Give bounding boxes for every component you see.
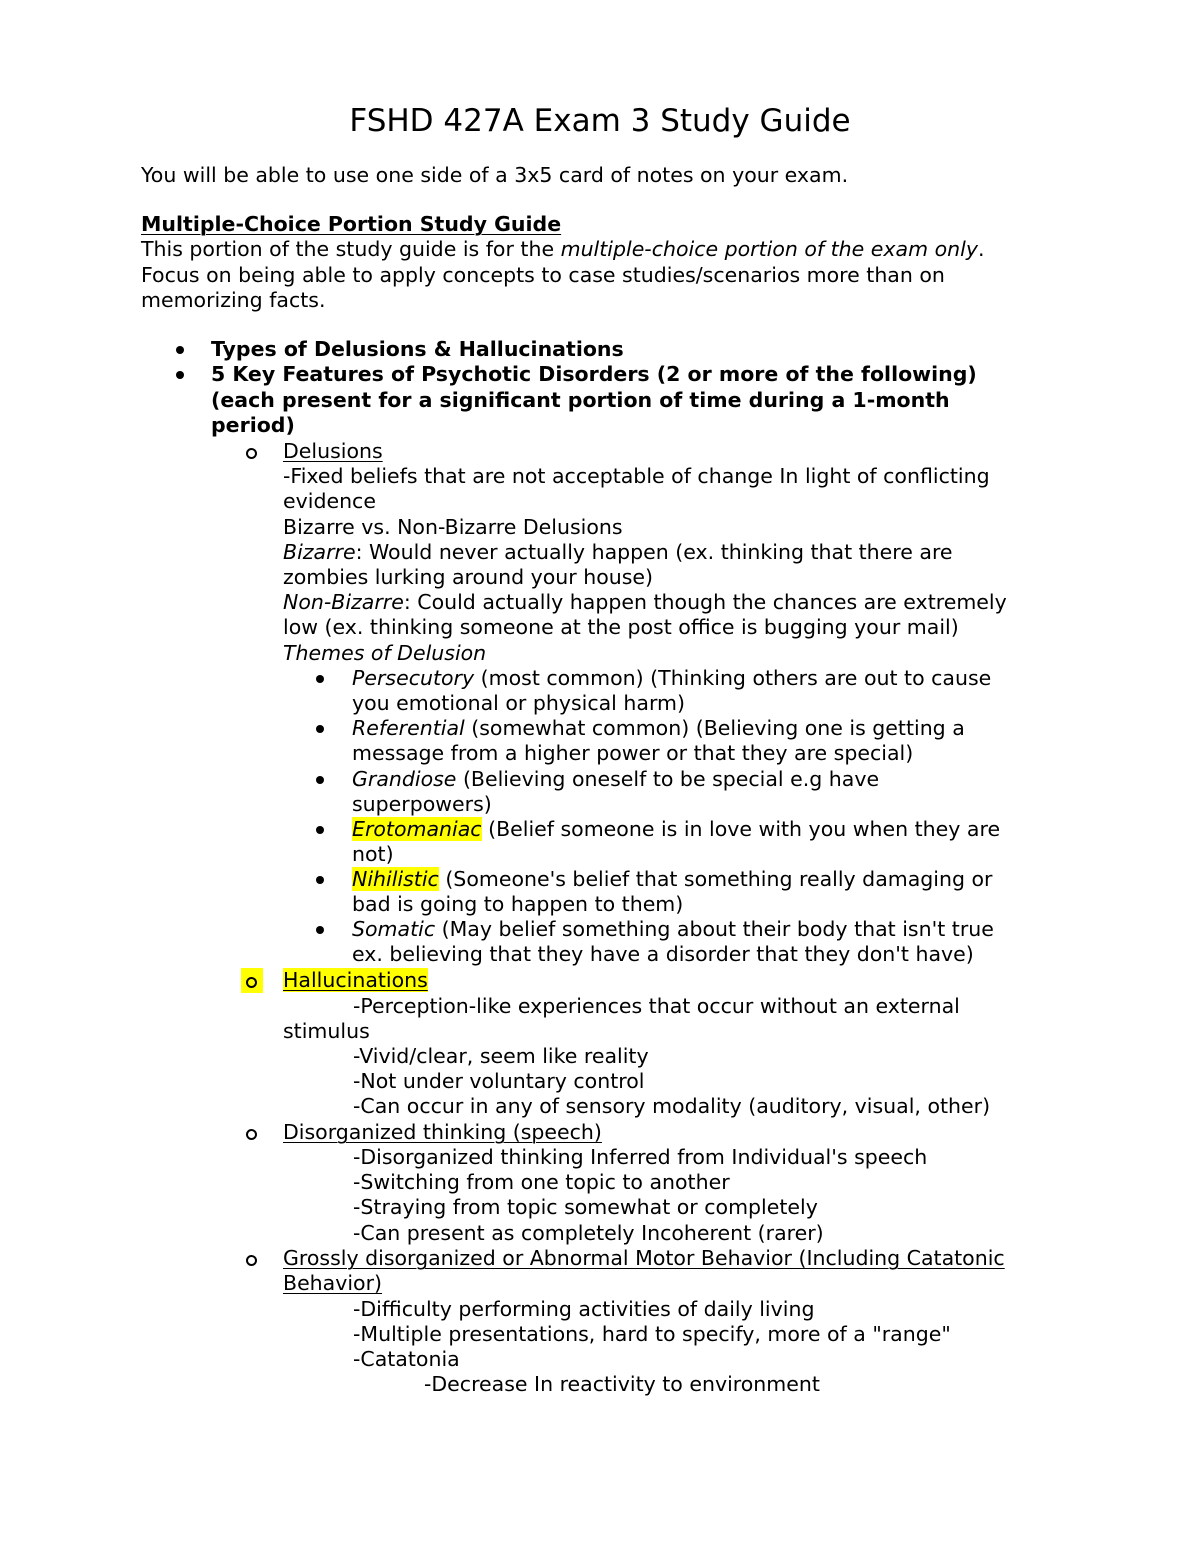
motor-line-2: -Multiple presentations, hard to specify, more of a "range" bbox=[353, 1322, 951, 1346]
theme-referential-line-2: message from a higher power or that they are special) bbox=[352, 741, 914, 765]
theme-persecutory-line-2: you emotional or physical harm) bbox=[352, 691, 685, 715]
circle-bullet-icon bbox=[246, 1129, 257, 1140]
bullet-icon bbox=[316, 876, 324, 884]
hallucinations-heading: Hallucinations bbox=[283, 968, 428, 992]
bullet-icon bbox=[176, 346, 184, 354]
bullet-key-features-line-2: (each present for a significant portion of time during a 1-month bbox=[211, 388, 950, 412]
bullet-key-features-line-1: 5 Key Features of Psychotic Disorders (2 or more of the following) bbox=[211, 362, 977, 386]
bullet-icon bbox=[316, 675, 324, 683]
bullet-icon bbox=[316, 926, 324, 934]
circle-bullet-icon bbox=[246, 448, 257, 459]
motor-heading-line-1: Grossly disorganized or Abnormal Motor Behavior (Including Catatonic bbox=[283, 1246, 1005, 1270]
bullet-key-features-line-3: period) bbox=[211, 413, 295, 437]
delusions-heading: Delusions bbox=[283, 439, 383, 463]
hallucinations-line-4: -Not under voluntary control bbox=[353, 1069, 645, 1093]
theme-somatic-line-1: Somatic (May belief something about their body that isn't true bbox=[352, 917, 994, 941]
bizarre-line-1: Bizarre: Would never actually happen (ex. thinking that there are bbox=[283, 540, 953, 564]
section-paragraph-line-2: Focus on being able to apply concepts to case studies/scenarios more than on bbox=[141, 263, 945, 287]
bullet-icon bbox=[316, 776, 324, 784]
hallucinations-line-3: -Vivid/clear, seem like reality bbox=[353, 1044, 649, 1068]
nonbizarre-line-2: low (ex. thinking someone at the post office is bugging your mail) bbox=[283, 615, 959, 639]
bullet-icon bbox=[316, 826, 324, 834]
theme-referential-line-1: Referential (somewhat common) (Believing one is getting a bbox=[352, 716, 965, 740]
motor-line-3: -Catatonia bbox=[353, 1347, 460, 1371]
disorganized-line-2: -Switching from one topic to another bbox=[353, 1170, 730, 1194]
theme-somatic-line-2: ex. believing that they have a disorder that they don't have) bbox=[352, 942, 974, 966]
motor-line-1: -Difficulty performing activities of daily living bbox=[353, 1297, 815, 1321]
theme-erotomaniac-line-2: not) bbox=[352, 842, 394, 866]
bizarre-line-2: zombies lurking around your house) bbox=[283, 565, 654, 589]
hallucinations-line-1: -Perception-like experiences that occur without an external bbox=[353, 994, 960, 1018]
theme-grandiose-line-2: superpowers) bbox=[352, 792, 492, 816]
bullet-types-of-delusions: Types of Delusions & Hallucinations bbox=[211, 337, 624, 361]
section-paragraph-line-1: This portion of the study guide is for the multiple-choice portion of the exam only. bbox=[141, 237, 985, 261]
delusions-definition-line-2: evidence bbox=[283, 489, 376, 513]
disorganized-line-4: -Can present as completely Incoherent (rarer) bbox=[353, 1221, 824, 1245]
section-heading: Multiple-Choice Portion Study Guide bbox=[141, 212, 562, 236]
bullet-icon bbox=[176, 371, 184, 379]
intro-text: You will be able to use one side of a 3x5 card of notes on your exam. bbox=[141, 163, 849, 187]
motor-line-4: -Decrease In reactivity to environment bbox=[424, 1372, 820, 1396]
nonbizarre-line-1: Non-Bizarre: Could actually happen though the chances are extremely bbox=[283, 590, 1007, 614]
motor-heading-line-2: Behavior) bbox=[283, 1271, 383, 1295]
delusions-definition-line-1: -Fixed beliefs that are not acceptable of change In light of conflicting bbox=[283, 464, 990, 488]
disorganized-line-3: -Straying from topic somewhat or completely bbox=[353, 1195, 818, 1219]
theme-nihilistic-line-1: Nihilistic (Someone's belief that something really damaging or bbox=[352, 867, 993, 891]
bullet-icon bbox=[316, 725, 324, 733]
disorganized-heading: Disorganized thinking (speech) bbox=[283, 1120, 602, 1144]
hallucinations-line-5: -Can occur in any of sensory modality (auditory, visual, other) bbox=[353, 1094, 991, 1118]
hallucinations-line-2: stimulus bbox=[283, 1019, 370, 1043]
themes-heading: Themes of Delusion bbox=[283, 641, 487, 665]
circle-bullet-icon bbox=[246, 1255, 257, 1266]
section-paragraph-line-3: memorizing facts. bbox=[141, 288, 326, 312]
theme-persecutory-line-1: Persecutory (most common) (Thinking others are out to cause bbox=[352, 666, 992, 690]
circle-bullet-icon bbox=[246, 977, 257, 988]
disorganized-line-1: -Disorganized thinking Inferred from Individual's speech bbox=[353, 1145, 928, 1169]
theme-grandiose-line-1: Grandiose (Believing oneself to be special e.g have bbox=[352, 767, 880, 791]
bizarre-vs-nonbizarre: Bizarre vs. Non-Bizarre Delusions bbox=[283, 515, 623, 539]
document-title: FSHD 427A Exam 3 Study Guide bbox=[349, 103, 851, 139]
theme-nihilistic-line-2: bad is going to happen to them) bbox=[352, 892, 684, 916]
theme-erotomaniac-line-1: Erotomaniac (Belief someone is in love with you when they are bbox=[352, 817, 1001, 841]
